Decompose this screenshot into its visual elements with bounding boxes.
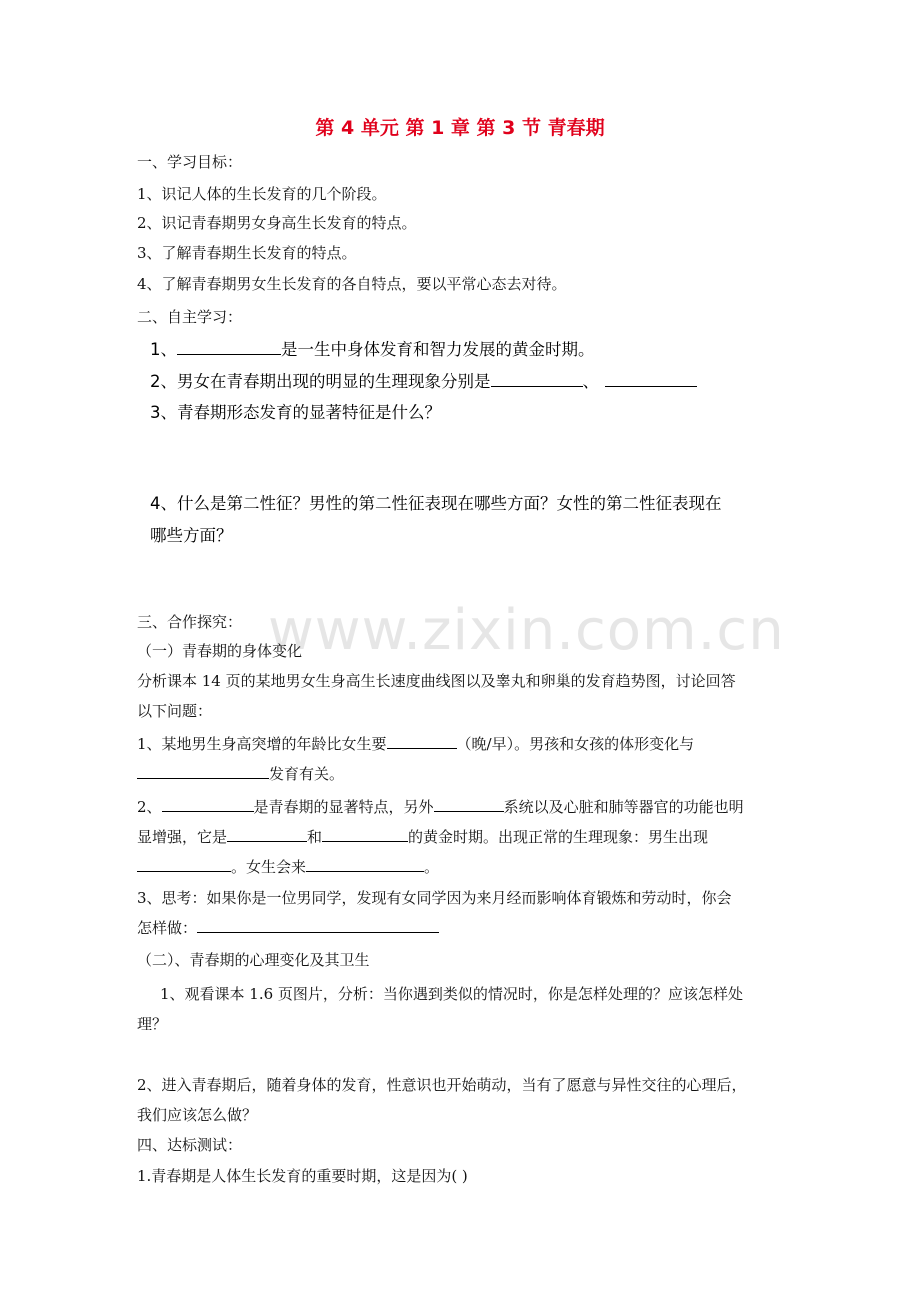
- q3-text: 怎样做：: [137, 919, 198, 937]
- q2-text: 2、男女在青春期出现的明显的生理现象分别是: [150, 372, 491, 391]
- q1-text: 是一生中身体发育和智力发展的黄金时期。: [281, 340, 595, 359]
- section-4-heading: 四、达标测试：: [137, 1136, 243, 1154]
- objective-item: 1、识记人体的生长发育的几个阶段。: [137, 185, 387, 203]
- explore-q2-line1: [137, 797, 744, 817]
- explore-q2-line2: [137, 827, 708, 847]
- analysis-intro-line1: 分析课本 14 页的某地男女生身高生长速度曲线图以及睾丸和卵巢的发育趋势图，讨论回答: [137, 672, 736, 690]
- answer-blank[interactable]: [137, 857, 231, 872]
- section-3-heading: 三、合作探究：: [137, 613, 243, 631]
- q2-text-d: 和: [307, 828, 323, 846]
- answer-blank[interactable]: [434, 797, 504, 812]
- explore-q3-line1: 3、思考：如果你是一位男同学，发现有女同学因为来月经而影响体育锻炼和劳动时，你会: [137, 889, 732, 907]
- q2-text-c: 显增强，它是: [137, 828, 228, 846]
- explore-q3-line2: [137, 918, 439, 938]
- answer-blank[interactable]: [227, 827, 307, 842]
- answer-blank[interactable]: [177, 340, 281, 355]
- answer-blank[interactable]: [306, 857, 424, 872]
- q1-text: 1、某地男生身高突增的年龄比女生要: [137, 735, 387, 753]
- q1-number: 1、: [150, 340, 177, 359]
- self-study-q4-line1: 4、什么是第二性征？男性的第二性征表现在哪些方面？女性的第二性征表现在: [150, 494, 722, 513]
- self-study-q1: [150, 340, 595, 360]
- q2-text-g: 。: [424, 858, 440, 876]
- q2-text-e: 的黄金时期。出现正常的生理现象：男生出现: [408, 828, 709, 846]
- answer-blank[interactable]: [197, 918, 439, 933]
- section-1-heading: 一、学习目标：: [137, 153, 243, 171]
- psychology-q1-line1: 1、观看课本 1.6 页图片，分析：当你遇到类似的情况时，你是怎样处理的？应该怎样处: [160, 985, 743, 1003]
- psychology-q2-line1: 2、进入青春期后，随着身体的发育，性意识也开始萌动，当有了愿意与异性交往的心理后，: [137, 1076, 747, 1094]
- q2-text: 是青春期的显著特点，另外: [253, 798, 434, 816]
- page-title: 第 4 单元 第 1 章 第 3 节 青春期: [315, 117, 605, 139]
- answer-blank[interactable]: [605, 372, 697, 387]
- objective-item: 3、了解青春期生长发育的特点。: [137, 244, 357, 262]
- section-2-heading: 二、自主学习：: [137, 308, 243, 326]
- answer-blank[interactable]: [491, 372, 583, 387]
- q2-text-cont: 系统以及心脏和肺等器官的功能也明: [503, 798, 744, 816]
- answer-blank[interactable]: [162, 797, 254, 812]
- watermark: www.zixin.com.cn: [268, 598, 785, 663]
- q2-text-f: 。女生会来: [231, 858, 307, 876]
- objective-item: 4、了解青春期男女生长发育的各自特点，要以平常心态去对待。: [137, 275, 567, 293]
- subsection-body-changes: （一）青春期的身体变化: [137, 642, 303, 660]
- psychology-q1-line2: 理？: [137, 1015, 168, 1033]
- q2-number: 2、: [137, 798, 162, 816]
- self-study-q2: [150, 372, 697, 392]
- answer-blank[interactable]: [322, 827, 408, 842]
- analysis-intro-line2: 以下问题：: [137, 702, 213, 720]
- explore-q2-line3: [137, 857, 439, 877]
- answer-blank[interactable]: [137, 764, 269, 779]
- objective-item: 2、识记青春期男女身高生长发育的特点。: [137, 214, 417, 232]
- self-study-q4-line2: 哪些方面？: [150, 526, 233, 545]
- psychology-q2-line2: 我们应该怎么做？: [137, 1106, 258, 1124]
- explore-q1-line2: [137, 764, 344, 784]
- q2-separator: 、: [582, 372, 599, 391]
- q1-text-end: 发育有关。: [269, 765, 345, 783]
- test-q1: 1.青春期是人体生长发育的重要时期，这是因为( ): [137, 1167, 468, 1185]
- explore-q1-line1: [137, 734, 694, 754]
- self-study-q3: 3、青春期形态发育的显著特征是什么？: [150, 403, 441, 422]
- q1-text-cont: （晚/早）。男孩和女孩的体形变化与: [456, 735, 695, 753]
- answer-blank[interactable]: [387, 734, 457, 749]
- subsection-psychology: （二）、青春期的心理变化及其卫生: [137, 951, 370, 969]
